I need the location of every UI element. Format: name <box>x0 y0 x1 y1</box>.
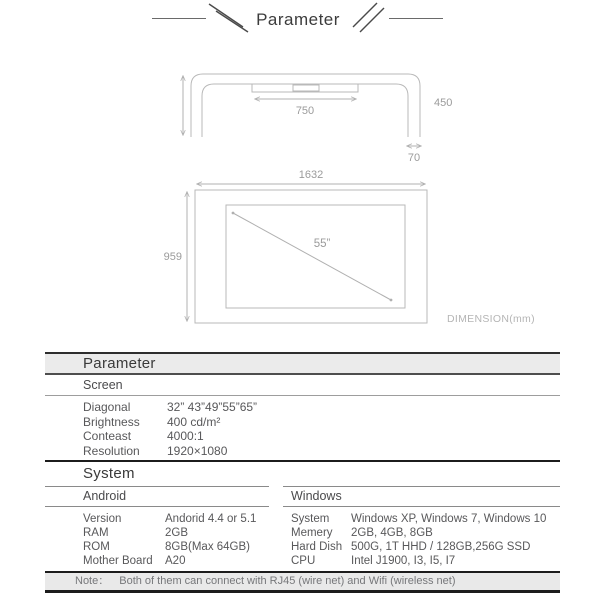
table-row <box>83 415 560 430</box>
section-header-parameter: Parameter <box>45 352 560 375</box>
spec-label: ROM <box>83 541 110 553</box>
android-spec-rows <box>45 507 269 571</box>
table-row <box>83 540 269 554</box>
dim-959-label: 959 <box>163 251 182 263</box>
table-row <box>83 554 269 568</box>
spec-label: RAM <box>83 527 109 539</box>
table-row <box>291 526 560 540</box>
table-row <box>83 429 560 444</box>
spec-value: 2GB, 4GB, 8GB <box>351 527 433 539</box>
note-label: Note： <box>75 575 110 587</box>
spec-value: A20 <box>165 555 186 567</box>
spec-value: Andorid 4.4 or 5.1 <box>165 513 257 525</box>
dimension-diagram <box>0 30 600 352</box>
spec-value: 400 cd/m² <box>167 414 221 429</box>
note-bar <box>45 573 560 593</box>
spec-value: Intel J1900, I3, I5, I7 <box>351 555 456 567</box>
android-column <box>45 486 269 571</box>
spec-table <box>45 352 560 593</box>
subheader-screen: Screen <box>45 375 560 396</box>
screen-spec-rows <box>45 396 560 460</box>
spec-value: 8GB(Max 64GB) <box>165 541 250 553</box>
os-columns <box>45 486 560 571</box>
spec-value: 32” 43”49”55”65” <box>167 400 258 414</box>
dimension-unit-caption: DIMENSION(mm) <box>447 313 535 325</box>
spec-label: CPU <box>291 555 316 567</box>
dim-450-label: 450 <box>434 97 453 109</box>
table-row <box>83 400 560 415</box>
spec-value: Windows XP, Windows 7, Windows 10 <box>351 513 547 525</box>
spec-label: Memery <box>291 527 333 539</box>
table-row <box>291 512 560 526</box>
spec-value: 4000:1 <box>167 429 204 443</box>
table-row <box>83 444 560 459</box>
dim-1632-label: 1632 <box>298 169 324 181</box>
spec-label: Brightness <box>83 414 140 429</box>
subheader-windows: Windows <box>283 487 560 507</box>
top-view-module <box>293 85 319 91</box>
spec-value: 500G, 1T HHD / 128GB,256G SSD <box>351 541 531 553</box>
spec-label: Diagonal <box>83 400 131 414</box>
spec-label: Mother Board <box>83 555 153 567</box>
section-header-system: System <box>45 462 560 486</box>
diagonal-dim <box>232 212 393 302</box>
windows-column <box>283 486 560 571</box>
spec-label: Version <box>83 513 122 525</box>
double-slash-right-icon <box>353 3 384 32</box>
table-row <box>291 540 560 554</box>
double-slash-left-icon <box>209 4 248 32</box>
page-title: Parameter <box>256 10 340 29</box>
table-row <box>83 512 269 526</box>
spec-value: 2GB <box>165 527 189 539</box>
spec-label: System <box>291 513 330 525</box>
spec-label: Conteast <box>83 429 132 443</box>
table-row <box>291 554 560 568</box>
table-row <box>83 526 269 540</box>
dim-750-label: 750 <box>295 105 315 117</box>
spec-value: 1920×1080 <box>167 443 228 458</box>
windows-spec-rows <box>283 507 560 571</box>
spec-label: Resolution <box>83 443 140 458</box>
dim-55inch-label: 55” <box>313 238 331 250</box>
note-text: Both of them can connect with RJ45 (wire net) and Wifi (wireless net) <box>119 575 456 587</box>
dim-70-label: 70 <box>407 152 421 164</box>
spec-label: Hard Dish <box>291 541 343 553</box>
subheader-android: Android <box>45 487 269 507</box>
